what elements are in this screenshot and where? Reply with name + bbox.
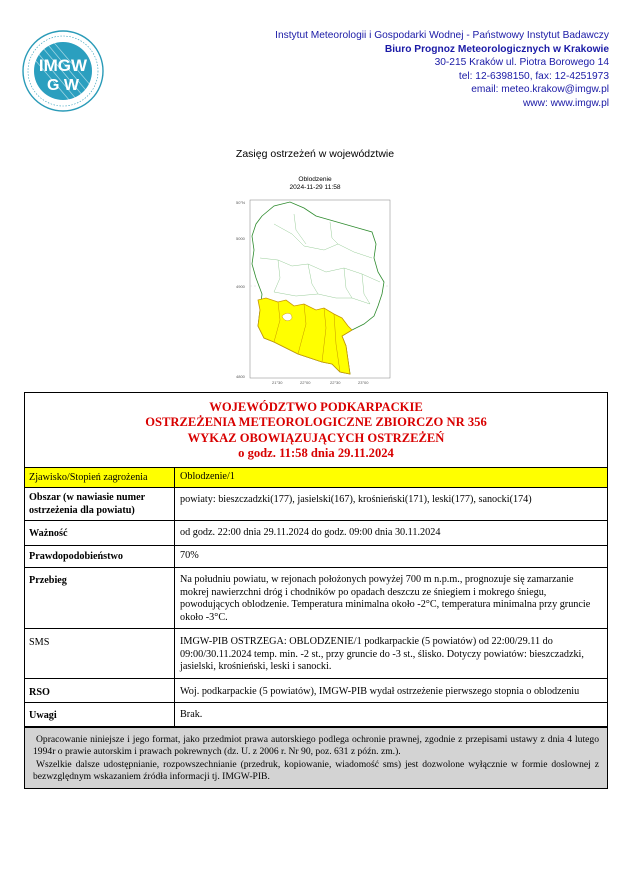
copyright-text: Wszelkie dalsze udostępnianie, rozpowszechnianie (przedruk, kopiowanie, wiadomość sms) jest dozwolone wyłącznie w formie doslownej z bezwzględnym wskazaniem źródła informacji tj. IMGW-PIB. [33, 758, 599, 782]
website: www: www.imgw.pl [522, 97, 609, 109]
svg-text:G W: G W [47, 77, 79, 94]
map-phenomenon: Oblodzenie [298, 176, 332, 183]
row-label: Obszar (w nawiasie numer ostrzeżenia dla powiatu) [25, 488, 175, 520]
y-tick: 4800 [236, 374, 245, 379]
warning-heading [25, 393, 607, 468]
copyright-notice [25, 727, 607, 788]
table-row [25, 679, 607, 704]
x-tick: 23°00 [358, 380, 369, 385]
warning-title: OSTRZEŻENIA METEOROLOGICZNE ZBIORCZO NR 356 [145, 415, 487, 430]
imgw-logo [22, 30, 104, 112]
row-label: Przebieg [25, 568, 175, 628]
copyright-text: Opracowanie niniejsze i jego format, jako przedmiot prawa autorskiego podlega ochronie prawnej, zgodnie z przepisami ustawy z dnia 4 lutego 1994r o prawie autorskim i prawach pokrewnych (dz. U. z 2006 r. Nr 90, poz. 631 z późn. zm.). [33, 734, 599, 758]
y-tick: 50°N [236, 200, 245, 205]
row-value: 70% [180, 550, 199, 562]
table-row [25, 468, 607, 488]
x-tick: 21°30 [272, 380, 283, 385]
row-value: IMGW-PIB OSTRZEGA: OBLODZENIE/1 podkarpackie (5 powiatów) od 22:00/29.11 do 09:00/30.11.2024 temp. min. -2 st., przy gruncie do -3 st., ślisko. Dotyczy powiatów: bieszczadzki, jasielski, krośnieński, leski i sanocki. [180, 636, 584, 673]
office-name: Biuro Prognoz Meteorologicznych w Krakowie [384, 43, 609, 55]
table-row [25, 629, 607, 679]
table-row [25, 488, 607, 521]
map-datetime: 2024-11-29 11:58 [289, 184, 341, 191]
y-tick: 4900 [236, 284, 245, 289]
address: 30-215 Kraków ul. Piotra Borowego 14 [434, 57, 609, 69]
logo-text: IMGW [38, 56, 88, 75]
row-value: Woj. podkarpackie (5 powiatów), IMGW-PIB wydał ostrzeżenie pierwszego stopnia o oblodzeniu [180, 685, 580, 697]
warning-table [24, 392, 608, 789]
row-label: Ważność [25, 521, 175, 545]
table-row [25, 568, 607, 629]
email: email: meteo.krakow@imgw.pl [471, 84, 609, 96]
row-value: powiaty: bieszczadzki(177), jasielski(167), krośnieński(171), leski(177), sanocki(174) [180, 494, 532, 506]
map-title: Zasięg ostrzeżeń w województwie [235, 148, 395, 160]
row-label: Prawdopodobieństwo [25, 546, 175, 567]
row-label: SMS [25, 629, 175, 678]
phone-fax: tel: 12-6398150, fax: 12-4251973 [458, 70, 609, 82]
x-tick: 22°30 [330, 380, 341, 385]
institute-name: Instytut Meteorologii i Gospodarki Wodnej - Państwowy Instytut Badawczy [275, 30, 609, 41]
row-value: Brak. [180, 709, 203, 721]
institute-info [275, 29, 609, 111]
row-label: RSO [25, 679, 175, 703]
list-title: WYKAZ OBOWIĄZUJĄCYCH OSTRZEŻEŃ [187, 430, 445, 445]
row-label: Zjawisko/Stopień zagrożenia [25, 468, 175, 487]
row-value: Oblodzenie/1 [175, 468, 607, 487]
warning-map [234, 194, 396, 385]
y-tick: 5000 [236, 236, 245, 241]
table-row [25, 521, 607, 546]
x-tick: 22°00 [300, 380, 311, 385]
row-value: Na południu powiatu, w rejonach położonych powyżej 700 m n.p.m., prognozuje się zamarzanie mokrej nawierzchni dróg i chodników po opadach deszczu ze śniegiem i mokrego śniegu, powodujących oblodzenie. Temperatura minimalna około -2°C, temperatura minimalna przy gruncie około -3°C. [180, 574, 591, 623]
row-label: Uwagi [25, 703, 175, 726]
table-row [25, 546, 607, 568]
table-row [25, 703, 607, 727]
region-title: WOJEWÓDZTWO PODKARPACKIE [209, 400, 423, 414]
row-value: od godz. 22:00 dnia 29.11.2024 do godz. 09:00 dnia 30.11.2024 [180, 527, 441, 539]
issue-time: o godz. 11:58 dnia 29.11.2024 [238, 445, 394, 460]
